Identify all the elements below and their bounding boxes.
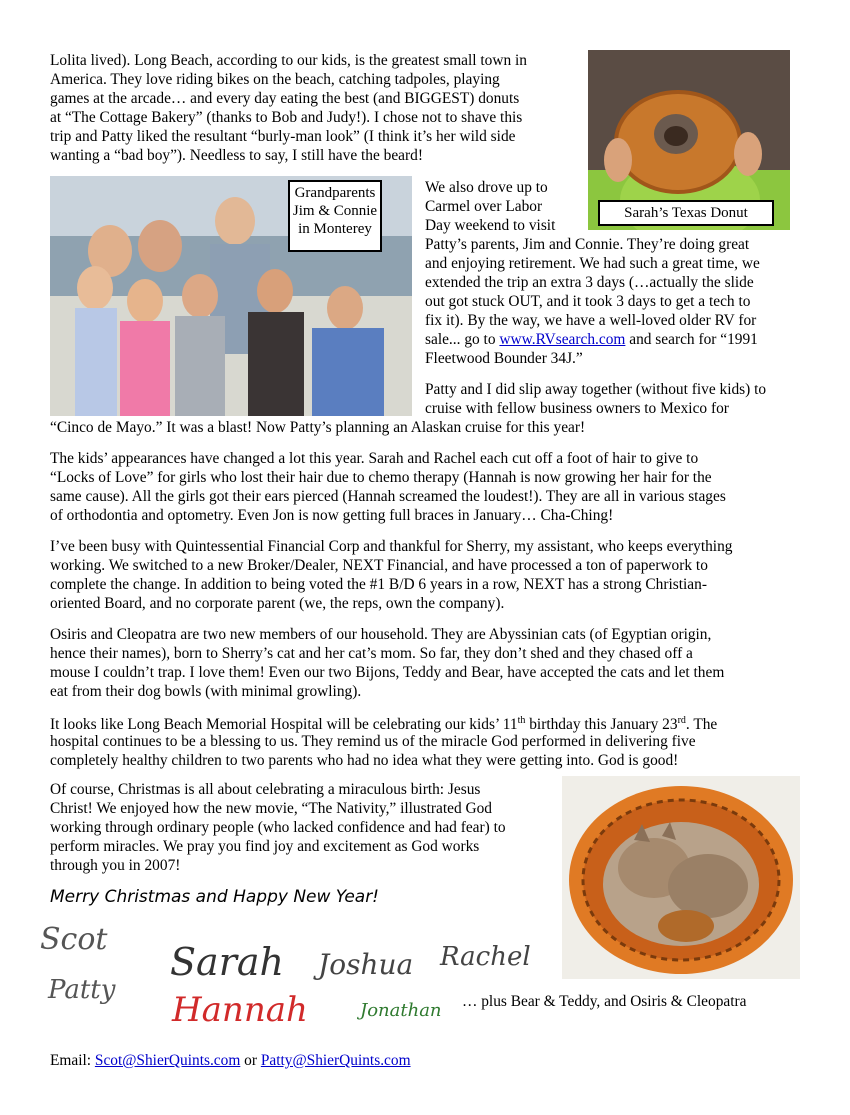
text-line: Christ! We enjoyed how the new movie, “The Nativity,” illustrated God (50, 800, 492, 817)
text-line: complete the change. In addition to being voted the #1 B/D 6 years in a row, NEXT has a strong Christian- (50, 576, 707, 593)
text-line: of orthodontia and optometry. Even Jon is now getting full braces in January… Cha-Ching! (50, 507, 614, 524)
text-line: trip and Patty liked the resultant “burly-man look” (I think it’s her wild side (50, 128, 516, 145)
text-line: Lolita lived). Long Beach, according to our kids, is the greatest small town in (50, 52, 527, 69)
email-line (50, 1052, 411, 1070)
text-line: Carmel over Labor (425, 198, 543, 215)
text-span: birthday this January 23 (525, 716, 678, 734)
text-line: games at the arcade… and every day eating the best (and BIGGEST) donuts (50, 90, 520, 107)
text-line: oriented Board, and no corporate parent (we, the reps, own the company). (50, 595, 505, 612)
caption-line: Jim & Connie (292, 203, 378, 219)
text-span: and search for “1991 (625, 331, 758, 348)
text-line: and enjoying retirement. We had such a great time, we (425, 255, 760, 272)
text-span: It looks like Long Beach Memorial Hospital will be celebrating our kids’ 11 (50, 716, 518, 734)
text-line: hospital continues to be a blessing to us. They remind us of the miracle God performed in delivering five (50, 733, 696, 750)
text-line: working through ordinary people (who lacked confidence and had fear) to (50, 819, 506, 836)
text-line: Patty and I did slip away together (without five kids) to (425, 381, 767, 398)
cats-photo (562, 776, 800, 979)
family-photo (50, 176, 412, 416)
text-line: through you in 2007! (50, 857, 181, 874)
text-line: eat from their dog bowls (with minimal growling). (50, 683, 362, 700)
grandparents-caption (288, 180, 382, 252)
donut-caption: Sarah’s Texas Donut (598, 200, 774, 226)
superscript: th (517, 715, 526, 726)
signature-hannah: Hannah (172, 990, 308, 1030)
text-line: extended the trip an extra 3 days (…actually the slide (425, 274, 754, 291)
rvsearch-link[interactable]: www.RVsearch.com (499, 331, 626, 348)
text-line: Fleetwood Bounder 34J.” (425, 350, 583, 367)
text-span: . The (685, 716, 718, 734)
text-line: out got stuck OUT, and it took 3 days to get a tech to (425, 293, 751, 310)
text-line: America. They love riding bikes on the beach, catching tadpoles, playing (50, 71, 500, 88)
text-line: hence their names), born to Sherry’s cat and her cat’s mom. So far, they don’t shed and they chased off a (50, 645, 693, 662)
superscript: rd (677, 715, 686, 726)
signature-scot: Scot (40, 922, 108, 957)
greeting: Merry Christmas and Happy New Year! (50, 887, 380, 907)
text-line: fix it). By the way, we have a well-loved older RV for (425, 312, 757, 329)
text-line: Patty’s parents, Jim and Connie. They’re doing great (425, 236, 750, 253)
text-line (425, 331, 758, 349)
signature-jonathan: Jonathan (360, 1000, 442, 1021)
text-line: Of course, Christmas is all about celebrating a miraculous birth: Jesus (50, 781, 481, 798)
text-span: sale... go to (425, 331, 500, 348)
text-line: cruise with fellow business owners to Mexico for (425, 400, 729, 417)
signature-sarah: Sarah (170, 940, 284, 984)
text-line: wanting a “bad boy”). Needless to say, I still have the beard! (50, 147, 423, 164)
donut-photo (588, 50, 790, 230)
text-line: Osiris and Cleopatra are two new members of our household. They are Abyssinian cats (of Egyptian origin, (50, 626, 712, 643)
text-line: perform miracles. We pray you find joy and excitement as God works (50, 838, 480, 855)
text-line: working. We switched to a new Broker/Dealer, NEXT Financial, and have processed a ton of paperwork to (50, 557, 708, 574)
text-line: “Locks of Love” for girls who lost their hair due to chemo therapy (Hannah is now growing her hair for the (50, 469, 712, 486)
email-label: Email: (50, 1052, 95, 1069)
signature-rachel: Rachel (440, 942, 531, 972)
text-line: “Cinco de Mayo.” It was a blast! Now Patty’s planning an Alaskan cruise for this year! (50, 419, 586, 436)
text-line: The kids’ appearances have changed a lot this year. Sarah and Rachel each cut off a foot of hair to give to (50, 450, 699, 467)
caption-line: Grandparents (294, 185, 376, 201)
signature-patty: Patty (48, 975, 116, 1005)
text-line (50, 712, 717, 735)
text-line: Day weekend to visit (425, 217, 556, 234)
pets-note: … plus Bear & Teddy, and Osiris & Cleopatra (462, 993, 747, 1010)
email-link-patty[interactable]: Patty@ShierQuints.com (260, 1052, 411, 1069)
text-line: We also drove up to (425, 179, 548, 196)
caption-line: in Monterey (298, 221, 372, 237)
text-line: at “The Cottage Bakery” (thanks to Bob and Judy!). I chose not to shave this (50, 109, 523, 126)
text-line: mouse I couldn’t trap. I love them! Even our two Bijons, Teddy and Bear, have accepted the cats and let them (50, 664, 725, 681)
email-link-scot[interactable]: Scot@ShierQuints.com (94, 1052, 241, 1069)
cats-illustration (562, 776, 800, 979)
text-line: I’ve been busy with Quintessential Financial Corp and thankful for Sherry, my assistant, who keeps everything (50, 538, 733, 555)
text-line: same cause). All the girls got their ears pierced (Hannah screamed the loudest!). They are all in various stages (50, 488, 726, 505)
signature-joshua: Joshua (318, 948, 414, 981)
email-separator: or (240, 1052, 261, 1069)
text-line: completely healthy children to two parents who had no idea what they were getting into. God is good! (50, 752, 679, 769)
